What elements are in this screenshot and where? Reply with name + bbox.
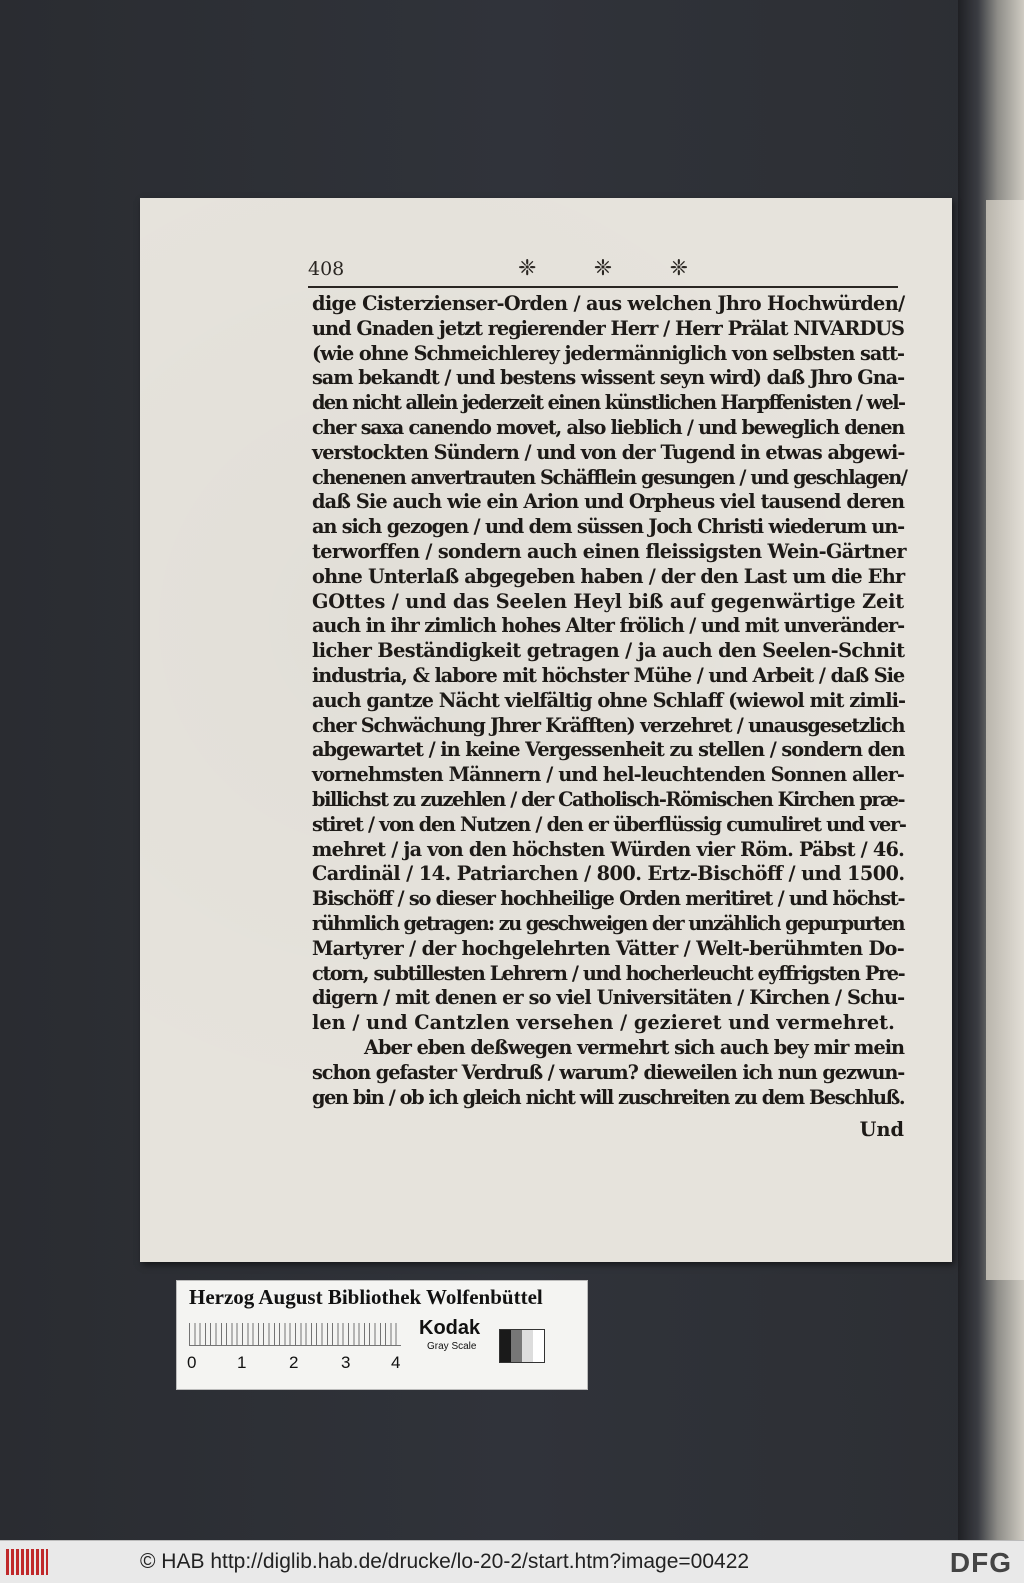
text-line: verstockten Sündern / und von der Tugend in etwas abgewi- — [312, 440, 905, 464]
page-number: 408 — [308, 258, 345, 280]
text-line: cher Schwächung Jhrer Kräfften) verzehret / unausgesetzlich — [312, 713, 905, 737]
text-line: vornehmsten Männern / und hel-leuchtenden Sonnen aller- — [312, 763, 904, 787]
text-line: mehret / ja von den höchsten Würden vier Röm. Päbst / 46. — [312, 837, 904, 861]
gray-scale-label: Gray Scale — [427, 1341, 477, 1352]
text-line: Aber eben deßwegen vermehrt sich auch bey mir mein — [364, 1035, 905, 1059]
text-line: daß Sie auch wie ein Arion und Orpheus viel tausend deren — [312, 490, 905, 514]
ruler-number: 2 — [289, 1353, 299, 1372]
ruler-number: 3 — [341, 1353, 351, 1372]
text-line: stiret / von den Nutzen / den er überflüssig cumuliret und ver- — [312, 812, 906, 836]
text-line: dige Cisterzienser-Orden / aus welchen Jhro Hochwürden/ — [312, 292, 905, 315]
text-line: digern / mit denen er so viel Universitäten / Kirchen / Schu- — [312, 986, 905, 1010]
page-header — [308, 256, 898, 288]
ruler-number: 4 — [391, 1353, 401, 1372]
text-line: terworffen / sondern auch einen fleissigsten Wein-Gärtner — [312, 539, 906, 563]
text-line: industria, & labore mit höchster Mühe / und Arbeit / daß Sie — [312, 663, 905, 687]
text-line: Martyrer / der hochgelehrten Vätter / Welt-berühmten Do- — [312, 936, 904, 960]
text-line: licher Beständigkeit getragen / ja auch den Seelen-Schnit — [312, 639, 905, 663]
text-line: Bischöff / so dieser hochheilige Orden meritiret / und höchst- — [312, 887, 905, 911]
text-line: sam bekandt / und bestens wissent seyn wird) daß Jhro Gna- — [312, 366, 904, 390]
color-calibration-card — [176, 1280, 588, 1390]
text-line: an sich gezogen / und dem süssen Joch Christi wiederum un- — [312, 515, 904, 539]
text-line: Cardinäl / 14. Patriarchen / 800. Ertz-Bischöff / und 1500. — [312, 862, 905, 886]
ornament-icon: ❈ — [669, 256, 688, 281]
text-line: schon gefaster Verdruß / warum? dieweilen ich nun gezwun- — [312, 1060, 905, 1084]
text-line: ctorn, subtillesten Lehrern / und hocherleucht eyffrigsten Pre- — [312, 961, 905, 985]
text-line: len / und Cantzlen versehen / gezieret und vermehret. — [312, 1011, 895, 1035]
text-line: auch in ihr zimlich hohes Alter frölich / und mit unveränder- — [312, 614, 904, 638]
text-line: GOttes / und das Seelen Heyl biß auf gegenwärtige Zeit — [312, 589, 904, 613]
gray-scale-patch — [499, 1329, 545, 1363]
text-line: abgewartet / in keine Vergessenheit zu stellen / sondern den — [312, 738, 905, 762]
body-text — [312, 292, 907, 1110]
barcode-icon — [6, 1549, 48, 1575]
catchword: Und — [859, 1118, 904, 1141]
text-line: und Gnaden jetzt regierender Herr / Herr Prälat NIVARDUS — [312, 316, 904, 340]
text-line: auch gantze Nächt vielfältig ohne Schlaff (wiewol mit zimli- — [312, 688, 906, 712]
dfg-logo: DFG — [949, 1547, 1012, 1578]
kodak-logo: Kodak — [419, 1317, 481, 1339]
library-name: Herzog August Bibliothek Wolfenbüttel — [189, 1285, 543, 1309]
text-line: (wie ohne Schmeichlerey jedermänniglich von selbsten satt- — [312, 341, 904, 365]
text-line: billichst zu zuzehlen / der Catholisch-Römischen Kirchen præ- — [312, 787, 905, 811]
ruler-number: 1 — [237, 1353, 247, 1372]
book-page — [140, 198, 952, 1262]
text-line: gen bin / ob ich gleich nicht will zuschreiten zu dem Beschluß. — [312, 1085, 905, 1109]
footer-bar — [0, 1540, 1024, 1583]
text-line: ohne Unterlaß abgegeben haben / der den Last um die Ehr — [312, 564, 905, 588]
scale-ruler — [189, 1323, 401, 1346]
text-line: chenenen anvertrauten Schäfflein gesungen / und geschlagen/ — [312, 465, 907, 489]
text-line: rühmlich getragen: zu geschweigen der unzählich gepurpurten — [312, 911, 904, 935]
next-page-edge — [958, 0, 1024, 1540]
text-line: den nicht allein jederzeit einen künstlichen Harpffenisten / wel- — [312, 391, 905, 415]
copyright-link[interactable]: © HAB http://diglib.hab.de/drucke/lo-20-2/start.htm?image=00422 — [140, 1550, 750, 1573]
next-page-peek — [986, 200, 1024, 1280]
ornament-icon: ❈ — [518, 256, 537, 281]
header-ornaments — [518, 256, 688, 281]
ornament-icon: ❈ — [593, 256, 613, 281]
text-line: cher saxa canendo movet, also lieblich / und beweglich denen — [312, 415, 904, 439]
ruler-number: 0 — [187, 1353, 197, 1372]
